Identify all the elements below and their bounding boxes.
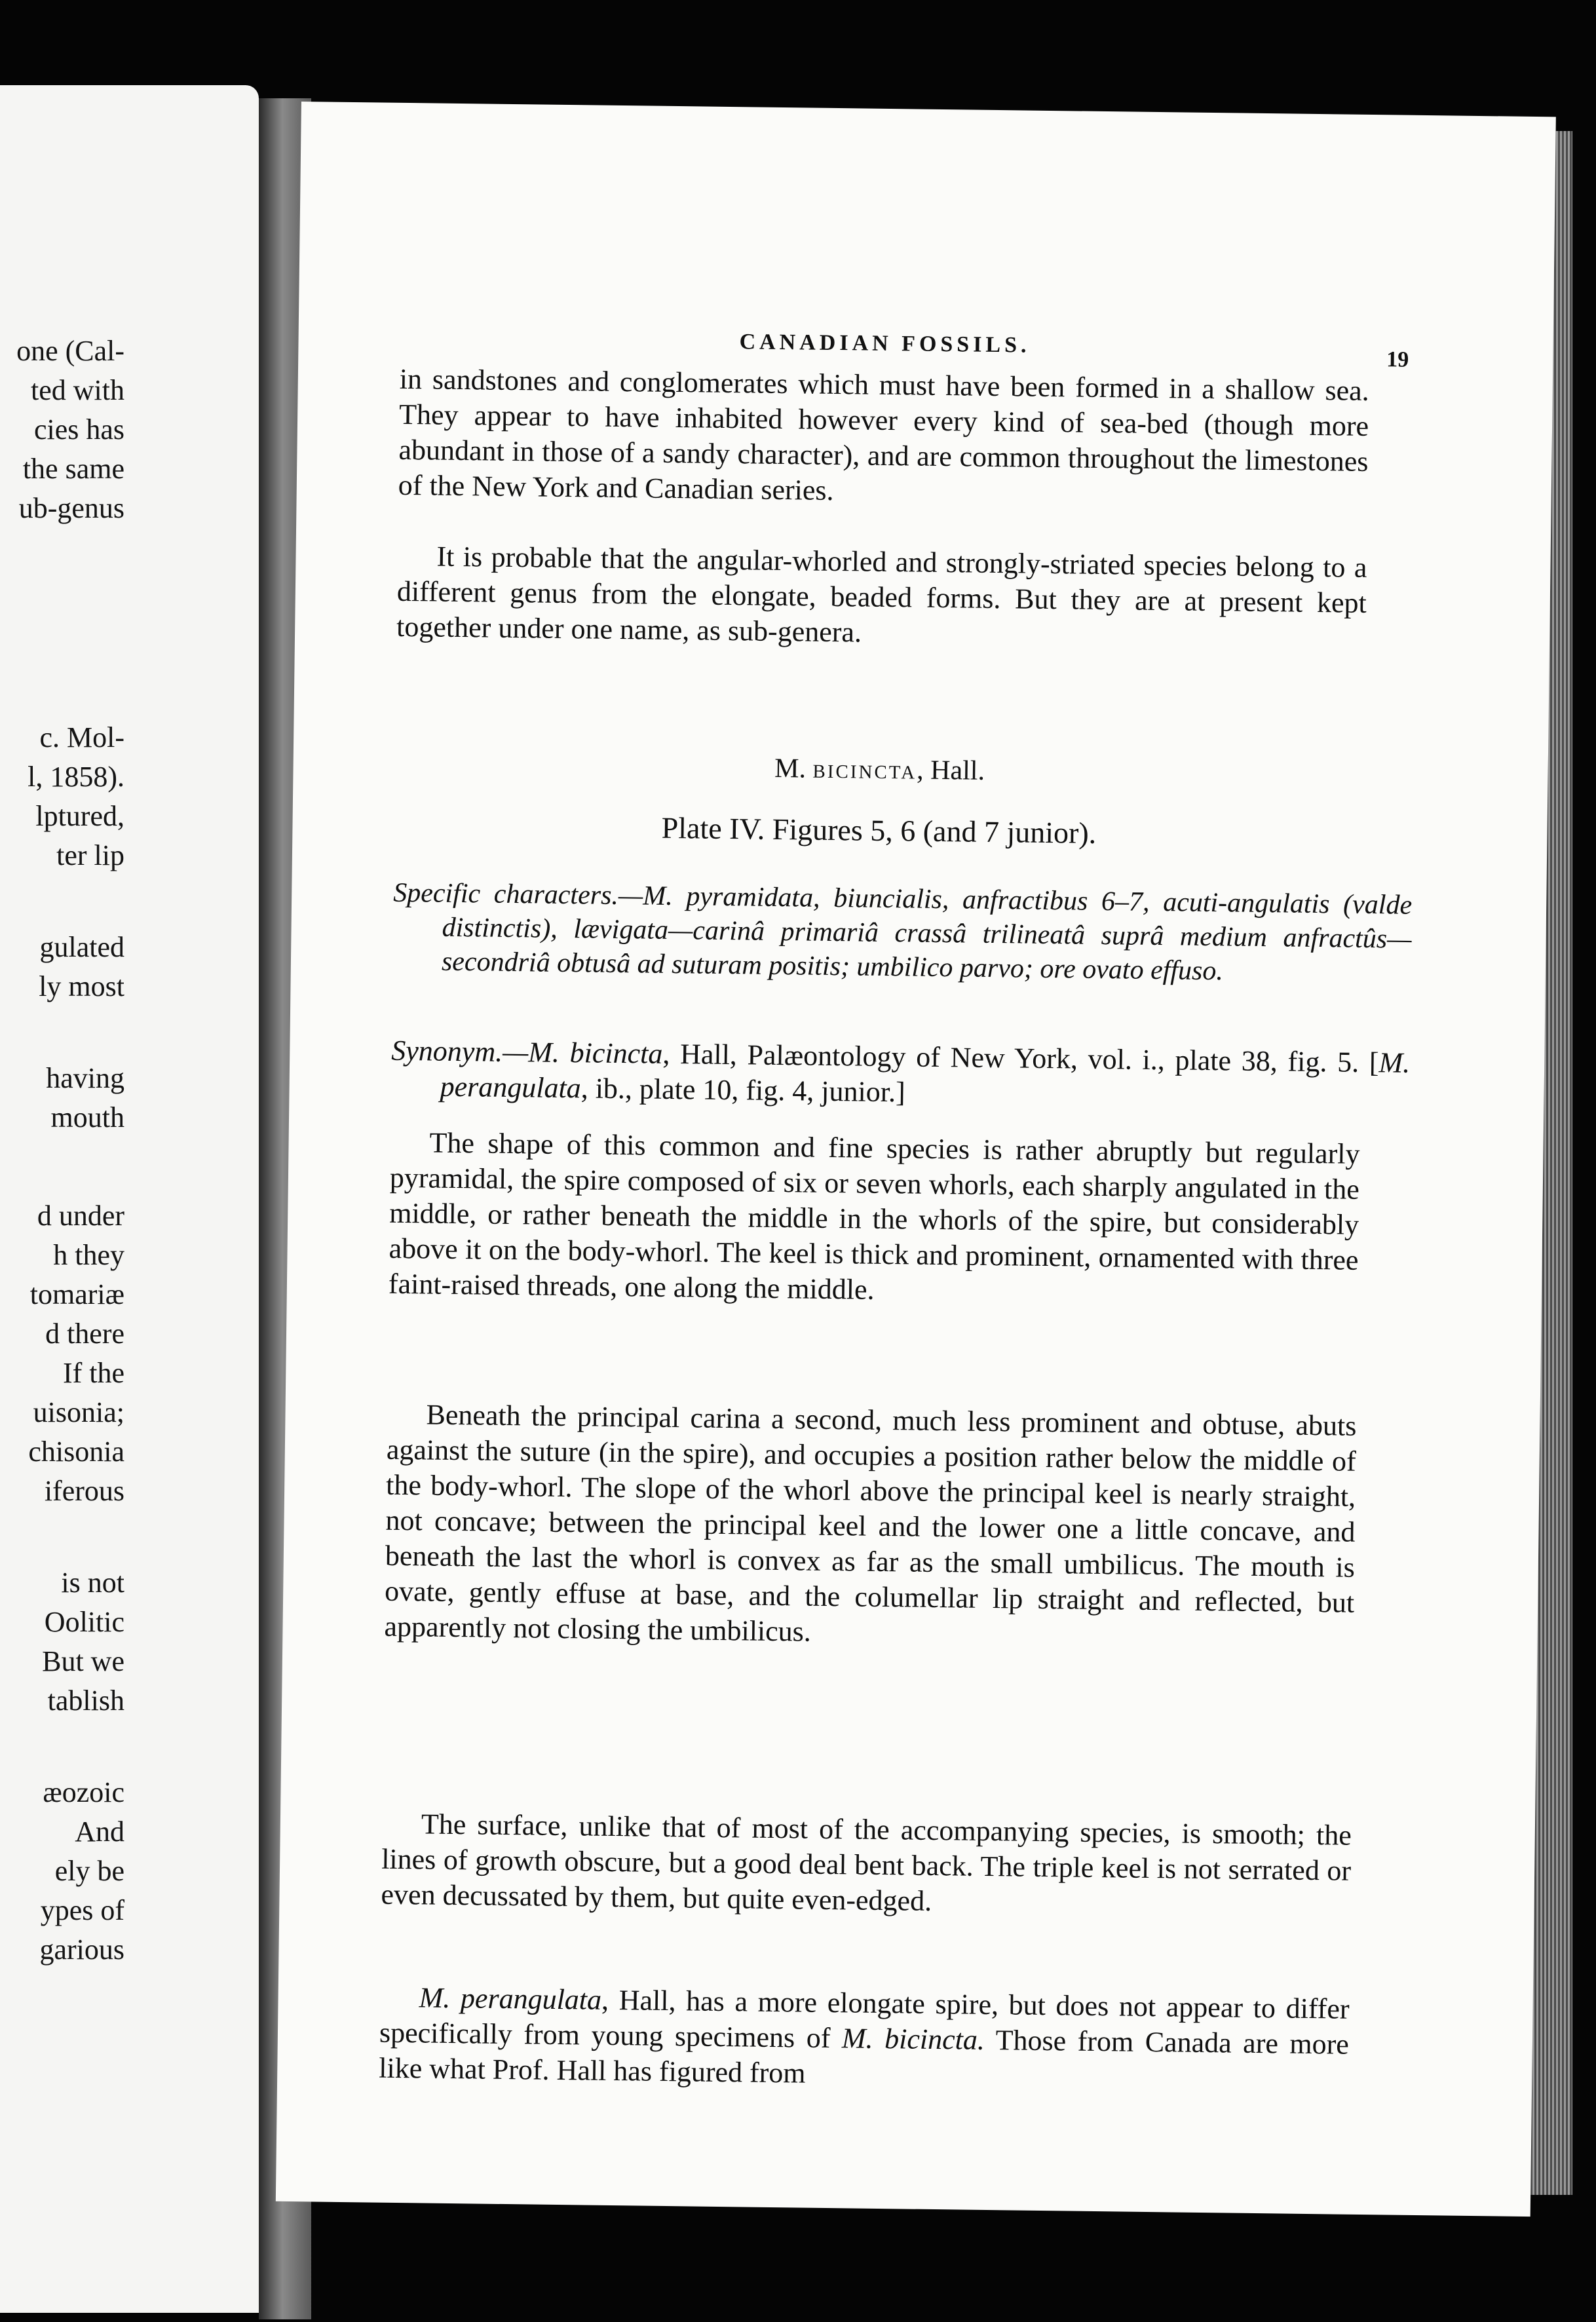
facing-page-line: uisonia; [33, 1396, 124, 1428]
facing-page-line: chisonia [28, 1436, 124, 1468]
specific-characters-text: M. pyramidata, biuncialis, anfractibus 6–7, acuti-angulatis (valde distinctis), lævigata—carinâ primariâ crassâ trilineatâ suprâ medium anfractûs—secondriâ obtusâ ad suturam positis; umbilico parvo; ore ovato effuso. [441, 881, 1413, 987]
facing-page-line: ypes of [40, 1894, 124, 1926]
facing-page-line: d under [37, 1200, 124, 1232]
facing-page-line: garious [39, 1933, 124, 1966]
facing-page-line: cies has [33, 413, 124, 446]
book-page [276, 102, 1556, 2217]
description-paragraph-2: Beneath the principal carina a second, much less prominent and obtuse, abuts against the suture (in the spire), and occupies a position rather below the middle of the body-whorl. The slope of the whorl above the principal keel is nearly straight, not concave; between the principal keel and the lower one a little concave, and beneath the last the whorl is convex as far as the small umbilicus. The mouth is ovate, gently effuse at base, and the columellar lip straight and reflected, but apparently not closing the umbilicus. [384, 1398, 1357, 1648]
facing-page-line: If the [62, 1357, 124, 1389]
synonym-entry: Synonym.—M. bicincta, Hall, Palæontology of New York, vol. i., plate 38, fig. 5. [M. perangulata, ib., plate 10, fig. 4, junior.] [391, 1034, 1411, 1109]
facing-page [0, 85, 259, 2313]
facing-page-line: mouth [50, 1101, 124, 1133]
facing-page-line: But we [42, 1645, 124, 1677]
facing-page-line: lptured, [35, 800, 124, 832]
synonym-bracket-reference: , ib., plate 10, fig. 4, junior.] [580, 1072, 905, 1109]
intro-paragraph: in sandstones and conglomerates which must have been formed in a shallow sea. They appear to have inhabited however every kind of sea-bed (though more abundant in those of a sandy character), and are common throughout the limestones of the New York and Canadian series. [398, 362, 1370, 506]
page-content [379, 103, 1413, 2089]
bicincta-name: M. bicincta. [841, 2022, 985, 2056]
facing-page-line: ly most [39, 970, 124, 1002]
specific-characters-label: Specific characters.— [392, 877, 643, 911]
facing-page-line: l, 1858). [28, 761, 124, 793]
synonym-reference: , Hall, Palæontology of New York, vol. i., plate 38, fig. 5. [662, 1037, 1359, 1078]
plate-reference: Plate IV. Figures 5, 6 (and 7 junior). [661, 810, 1097, 850]
facing-page-line: ely be [54, 1855, 124, 1887]
page-number: 19 [1386, 347, 1409, 372]
description-paragraph-3: The surface, unlike that of most of the accompanying species, is smooth; the lines of growth obscure, but a good deal bent back. The triple keel is not serrated or even decussated by them, but quite even-edged. [381, 1808, 1352, 1917]
facing-page-line: ted with [31, 374, 124, 406]
perangulata-name: M. perangulata [419, 1981, 602, 2016]
facing-page-line: h they [53, 1239, 124, 1271]
facing-page-line: æozoic [43, 1776, 124, 1808]
species-genus: M. [774, 753, 807, 784]
facing-page-line: d there [45, 1318, 124, 1350]
facing-page-line: iferous [44, 1475, 124, 1507]
specific-characters [392, 876, 1413, 991]
facing-page-line: is not [61, 1567, 124, 1599]
facing-page-line: gulated [39, 931, 124, 963]
facing-page-line: one (Cal- [16, 335, 124, 367]
facing-page-line: ub-genus [18, 492, 124, 524]
synonym-name: M. bicincta [527, 1036, 663, 1070]
facing-page-line: Oolitic [44, 1606, 124, 1638]
species-name: bicincta [812, 753, 917, 786]
facing-page-line: c. Mol- [39, 721, 124, 753]
description-paragraph-4 [379, 1980, 1350, 2098]
synonym-bracket-name: M. perangulata [440, 1046, 1411, 1105]
synonym-label: Synonym.— [391, 1034, 529, 1069]
final-text-1: , Hall, has a more elongate spire, but does not appear to differ specifically from young specimens of [379, 1983, 1350, 2055]
facing-page-line: tomariæ [29, 1278, 124, 1310]
facing-page-line: tablish [47, 1684, 124, 1717]
description-paragraph-1: The shape of this common and fine species is rather abruptly but regularly pyramidal, the spire composed of six or seven whorls, each sharply angulated in the middle, or rather beneath the middle in the whorls of the spire, but considerably above it on the body-whorl. The keel is thick and prominent, ornamented with three faint-raised threads, one along the middle. [388, 1126, 1360, 1306]
facing-page-line: ter lip [56, 839, 124, 871]
facing-page-line: having [46, 1062, 124, 1094]
running-head: CANADIAN FOSSILS. [739, 330, 1031, 358]
genus-remark-paragraph: It is probable that the angular-whorled and strongly-striated species belong to a different genus from the elongate, beaded forms. But they are at present kept together under one name, as sub-genera. [396, 540, 1367, 649]
species-heading [394, 748, 1364, 791]
final-text-2: Those from Canada are more like what Prof. Hall has figured from [379, 2023, 1350, 2089]
facing-page-line: the same [22, 453, 124, 485]
species-author: , Hall. [916, 755, 985, 786]
facing-page-line: And [75, 1816, 124, 1848]
